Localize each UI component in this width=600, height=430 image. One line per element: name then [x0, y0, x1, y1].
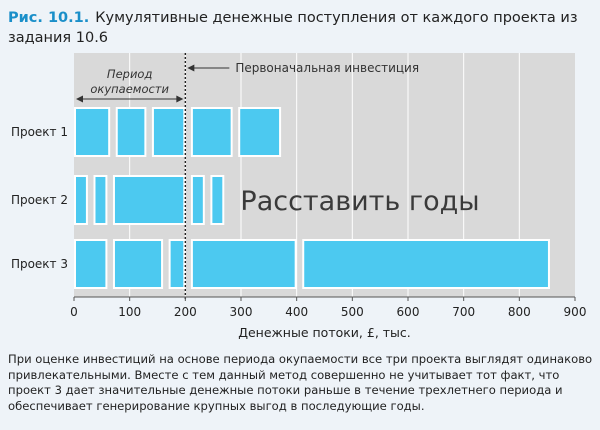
x-tick-label: 100 — [118, 305, 142, 319]
bar-segment — [192, 108, 232, 156]
bar-segment — [211, 176, 223, 224]
x-tick-label: 800 — [507, 305, 531, 319]
bar-segment — [239, 108, 280, 156]
figure-number: Рис. 10.1. — [8, 10, 90, 26]
x-tick-label: 500 — [340, 305, 364, 319]
x-tick-label: 700 — [452, 305, 476, 319]
bar-segment — [303, 240, 549, 288]
x-tick-label: 600 — [396, 305, 420, 319]
overlay-annotation: Расставить годы — [240, 186, 480, 217]
bar-segment — [192, 240, 296, 288]
x-tick-label: 300 — [229, 305, 253, 319]
bar-segment — [170, 240, 185, 288]
bar-segment — [192, 176, 204, 224]
initial-investment-label: Первоначальная инвестиция — [235, 61, 420, 75]
bar-segment — [114, 176, 184, 224]
figure-title-text: Кумулятивные денежные поступления от каждого проекта из задания 10.6 — [8, 10, 578, 46]
x-tick-label: 400 — [285, 305, 309, 319]
category-label: Проект 1 — [10, 125, 68, 139]
x-axis-title: Денежные потоки, £, тыс. — [238, 325, 411, 340]
category-label: Проект 3 — [10, 257, 68, 271]
bar-segment — [94, 176, 106, 224]
bar-segment — [75, 240, 106, 288]
x-tick-label: 900 — [563, 305, 587, 319]
x-tick-label: 200 — [173, 305, 197, 319]
figure-caption: При оценке инвестиций на основе периода окупаемости все три проекта выглядят одинаково привлекательными. Вместе с тем данный метод совершенно не учитывает тот факт, что проект 3 дает значительные денежные потоки раньше в течение трехлетнего периода и обеспечивает генерирование крупных выгод в последующие годы. — [8, 352, 593, 413]
category-label: Проект 2 — [10, 193, 68, 207]
bar-segment — [117, 108, 146, 156]
bar-segment — [75, 108, 109, 156]
x-tick-label: 0 — [70, 305, 78, 319]
bar-segment — [75, 176, 87, 224]
bar-segment — [114, 240, 162, 288]
bar-segment — [153, 108, 184, 156]
payback-period-label: Период окупаемости — [90, 67, 169, 96]
